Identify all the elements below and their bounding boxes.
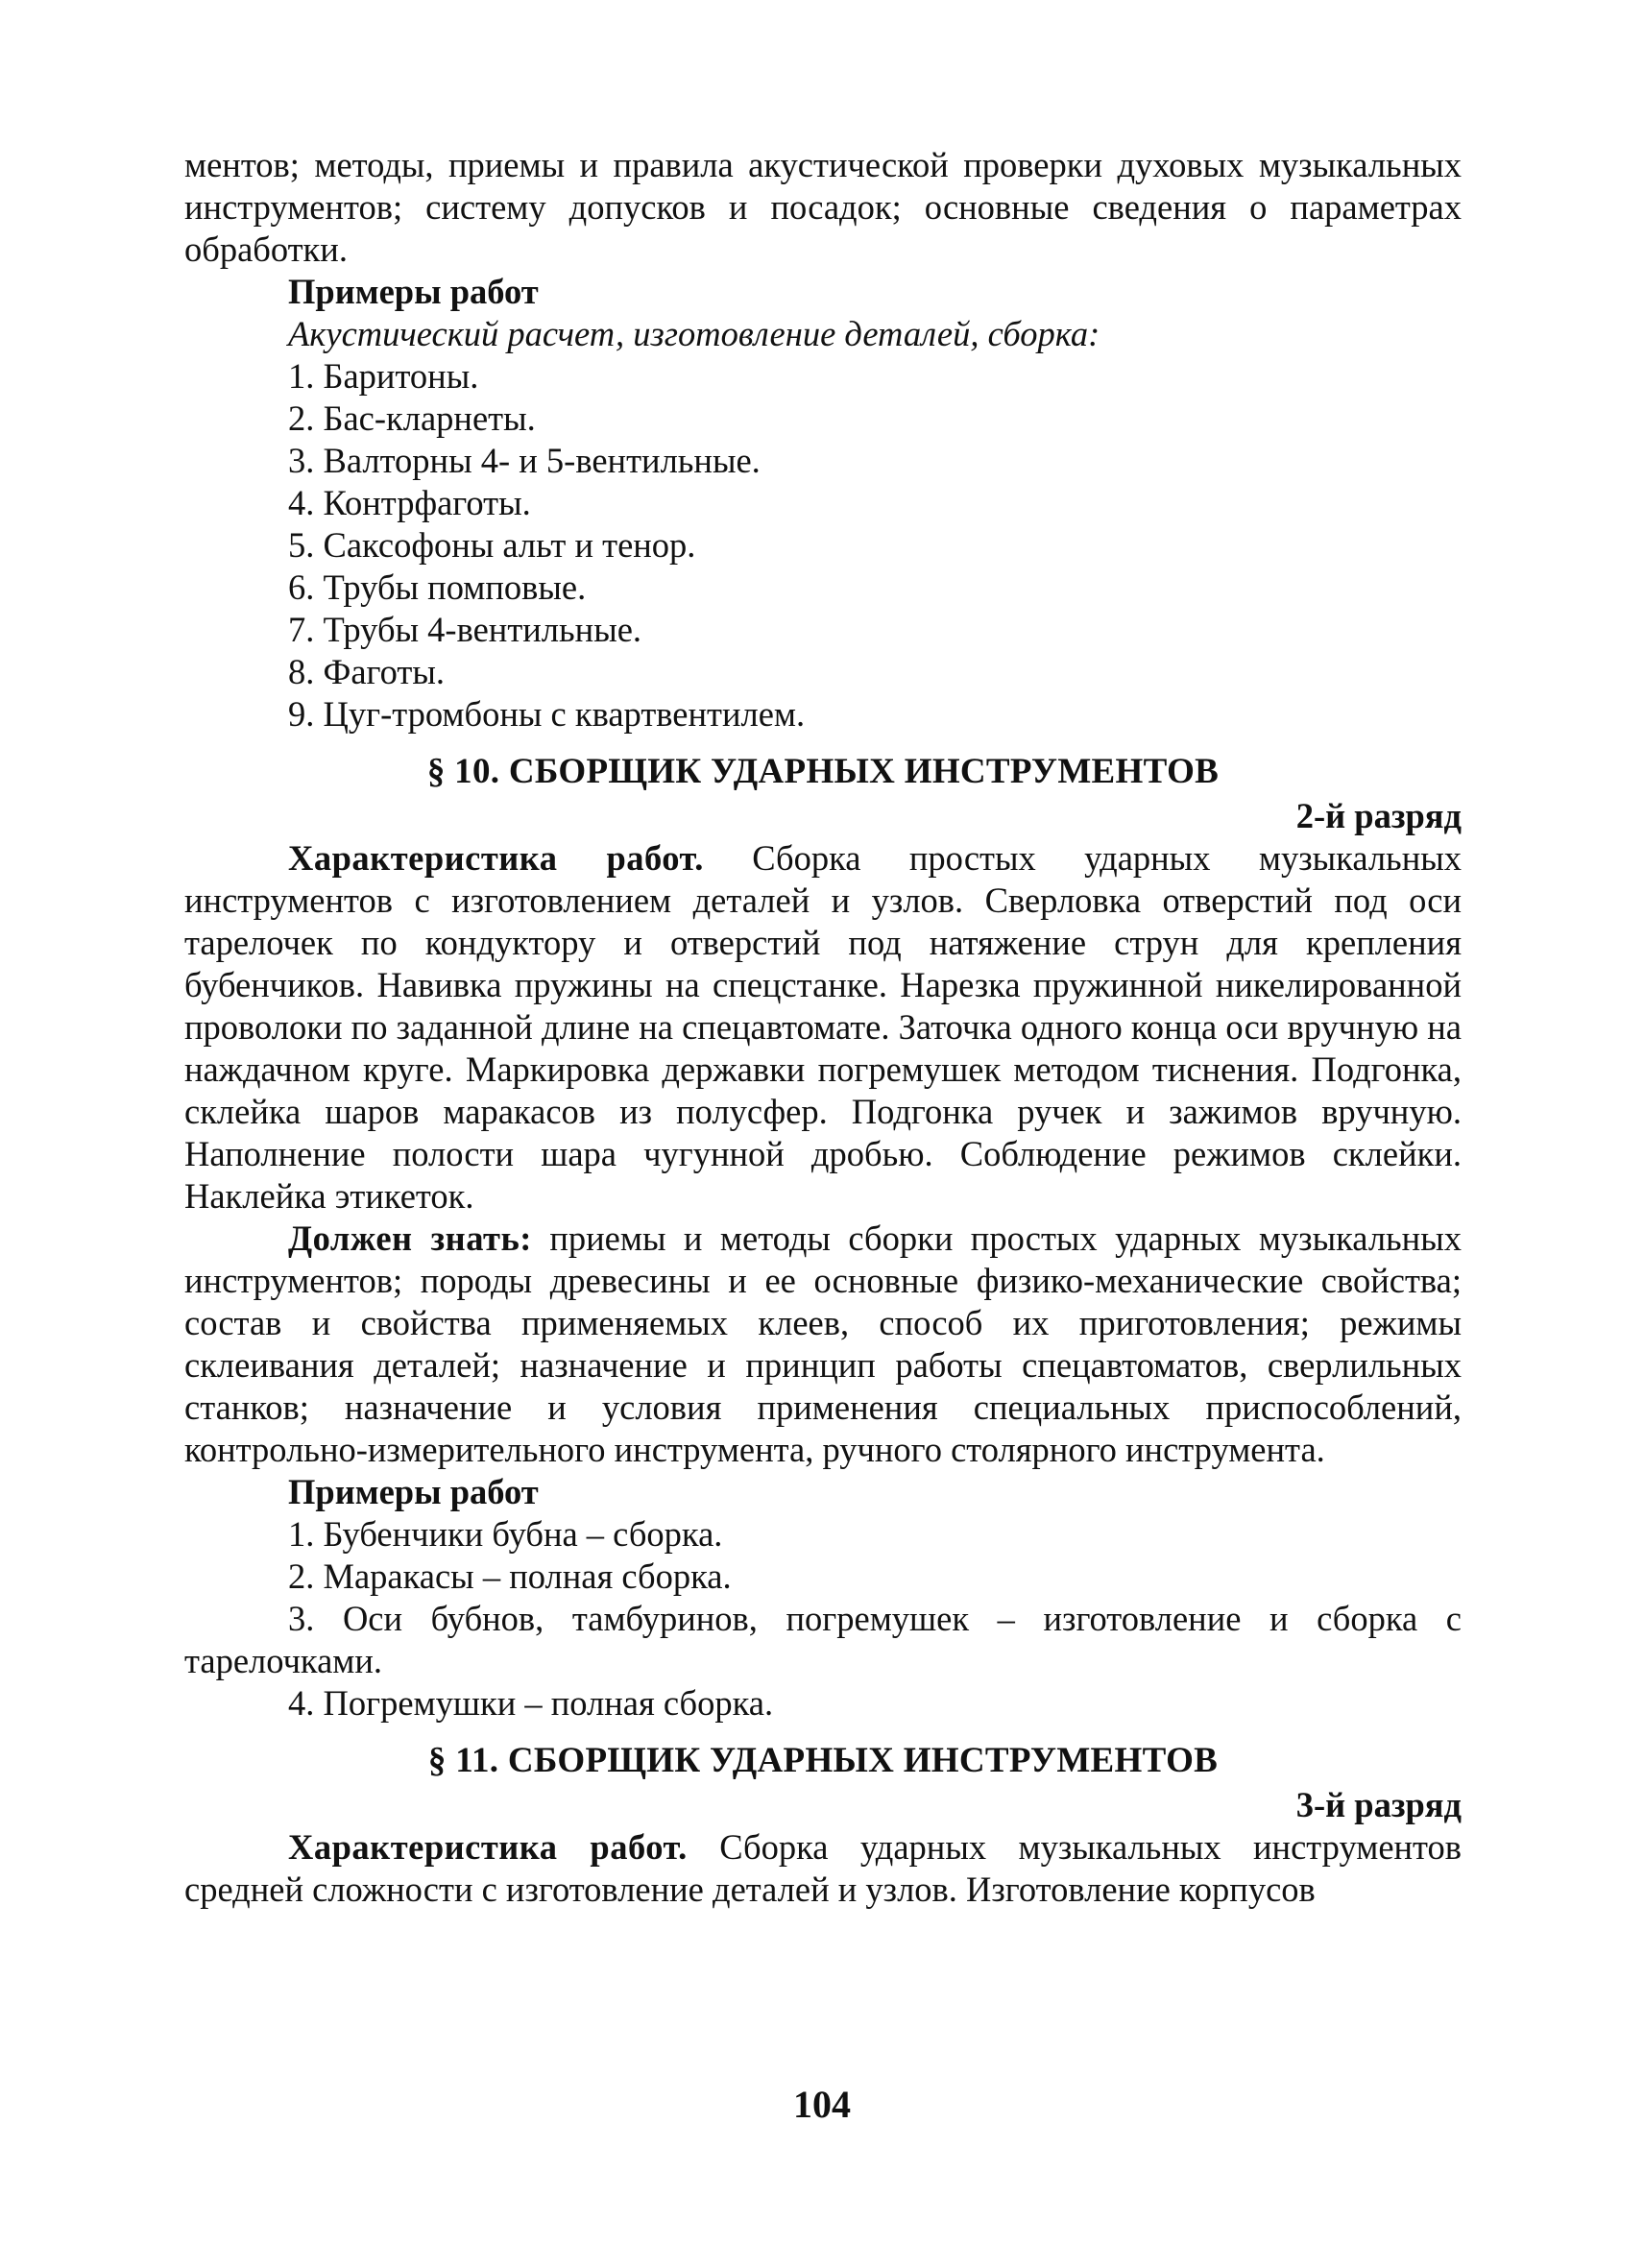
knowledge-text: приемы и методы сборки простых ударных музыкальных инструментов; породы древесины и ее основные физико-механические свойства; состав и свойства применяемых клеев, способ их приготовления; режимы склеивания деталей; назначение и принцип работы спецавтоматов, сверлильных станков; назначение и условия применения специальных приспособлений, контрольно-измерительного инструмента, ручного столярного инструмента. — [184, 1218, 1462, 1469]
characteristic-label: Характеристика работ. — [288, 1827, 688, 1867]
examples-subheading: Акустический расчет, изготовление деталей, сборка: — [288, 314, 1100, 353]
list-item: 4. Контрфаготы. — [288, 483, 531, 522]
section-10-title: § 10. СБОРЩИК УДАРНЫХ ИНСТРУМЕНТОВ — [426, 752, 1220, 791]
section-10-grade: 2-й разряд — [1295, 796, 1462, 835]
list-item: 1. Баритоны. — [288, 356, 479, 396]
characteristic-text: Сборка простых ударных музыкальных инструментов с изготовлением деталей и узлов. Сверловка отверстий под оси тарелочек по кондуктору и отверстий под натяжение струн для крепления бубенчиков. Навивка пружины на спецстанке. Нарезка пружинной никелированной проволоки по заданной длине на спецавтомате. Заточка одного конца оси вручную на наждачном круге. Маркировка державки погремушек методом тиснения. Подгонка, склейка шаров маракасов из полусфер. Подгонка ручек и зажимов вручную. Наполнение полости шара чугунной дробью. Соблюдение режимов склейки. Наклейка этикеток. — [184, 838, 1463, 1216]
list-item: 5. Саксофоны альт и тенор. — [288, 525, 696, 565]
section-11-characteristic — [184, 1826, 1462, 1911]
list-item: 7. Трубы 4-вентильные. — [288, 610, 642, 649]
list-item: 9. Цуг-тромбоны с квартвентилем. — [288, 694, 806, 734]
list-item: 4. Погремушки – полная сборка. — [288, 1683, 774, 1723]
list-item: 2. Бас-кларнеты. — [288, 398, 536, 438]
section-11-title: § 11. СБОРЩИК УДАРНЫХ ИНСТРУМЕНТОВ — [427, 1741, 1219, 1780]
characteristic-text: Сборка ударных музыкальных инструментов средней сложности с изготовление деталей и узлов. Изготовление корпусов — [184, 1827, 1463, 1909]
list-item: 3. Оси бубнов, тамбуринов, погремушек – изготовление и сборка с тарелочками. — [184, 1599, 1462, 1680]
section-11-grade: 3-й разряд — [1295, 1785, 1462, 1824]
list-item: 3. Валторны 4- и 5-вентильные. — [288, 441, 761, 480]
examples-heading: Примеры работ — [288, 272, 539, 311]
list-item: 8. Фаготы. — [288, 652, 445, 691]
section-10-examples-heading: Примеры работ — [288, 1472, 539, 1511]
page-number: 104 — [793, 2083, 851, 2126]
list-item: 1. Бубенчики бубна – сборка. — [288, 1514, 723, 1554]
intro-paragraph: ментов; методы, приемы и правила акустической проверки духовых музыкальных инструментов; систему допусков и посадок; основные сведения о параметрах обработки. — [184, 145, 1462, 269]
characteristic-label: Характеристика работ. — [288, 838, 704, 878]
knowledge-label: Должен знать: — [288, 1218, 532, 1258]
section-10-knowledge — [184, 1218, 1462, 1471]
list-item: 2. Маракасы – полная сборка. — [288, 1556, 732, 1596]
document-page — [184, 144, 1462, 1911]
list-item: 6. Трубы помповые. — [288, 567, 587, 607]
section-10-characteristic — [184, 837, 1462, 1218]
